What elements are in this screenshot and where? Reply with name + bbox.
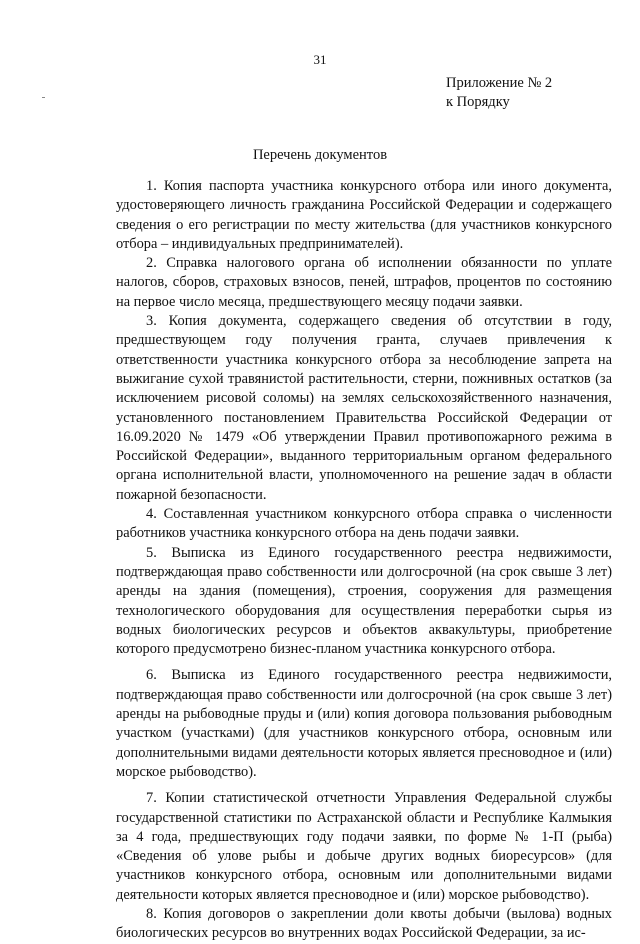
- page-number: 31: [313, 52, 327, 67]
- list-item-3: 3. Копия документа, содержащего сведения об отсутствии в году, предшествующем году получения гранта, случаев привлечения к ответственности участника конкурсного отбора за несоблюдение запрета на выжигание сухой травянистой растительности, стерни, пожнивных остатков (за исключением рисовой соломы) на землях сельскохозяйственного назначения, установленного постановлением Правительства Российской Федерации от 16.09.2020 № 1479 «Об утверждении Правил противопожарного режима в Российской Федерации», выданного территориальным органом федерального органа исполнительной власти, уполномоченного на решение задач в области пожарной безопасности.: [116, 313, 612, 503]
- list-item-5: 5. Выписка из Единого государственного реестра недвижимости, подтверждающая право собственности или долгосрочной (на срок свыше 3 лет) аренды на здания (помещения), строения, сооружения для размещения технологического оборудования для осуществления переработки сырья из водных биологических ресурсов и объектов аквакультуры, приобретение которого предусмотрено бизнес-планом участника конкурсного отбора.: [116, 544, 612, 658]
- scan-mark: [42, 97, 45, 98]
- list-item-6: 6. Выписка из Единого государственного реестра недвижимости, подтверждающая право собственности или долгосрочной (на срок свыше 3 лет) аренды на рыбоводные пруды и (или) копия договора пользования рыбоводным участком (участками) (для участников конкурсного отбора, основным или дополнительными видами деятельности которых является пресноводное и (или) морское рыбоводство).: [116, 667, 612, 780]
- list-item-1: 1. Копия паспорта участника конкурсного отбора или иного документа, удостоверяющего личность гражданина Российской Федерации и содержащего сведения о его регистрации по месту жительства (для участников конкурсного отбора – индивидуальных предпринимателей).: [116, 178, 612, 252]
- list-item-2: 2. Справка налогового органа об исполнении обязанности по уплате налогов, сборов, страховых взносов, пеней, штрафов, процентов по состоянию на первое число месяца, предшествующего месяцу подачи заявки.: [116, 255, 612, 310]
- list-item-7: 7. Копии статистической отчетности Управления Федеральной службы государственной статистики по Астраханской области и Республике Калмыкия за 4 года, предшествующих году подачи заявки, по форме № 1-П (рыба) «Сведения об улове рыбы и добыче других водных биоресурсов» (для участников конкурсного отбора, основным или дополнительными видами деятельности которых является пресноводное и (или) морское рыбоводство).: [116, 790, 612, 903]
- document-title: Перечень документов: [252, 147, 388, 163]
- appendix-heading: [446, 74, 552, 112]
- list-item-4: 4. Составленная участником конкурсного отбора справка о численности работников участника конкурсного отбора на день подачи заявки.: [116, 506, 612, 542]
- list-item-8: 8. Копия договоров о закреплении доли квоты добычи (вылова) водных биологических ресурсов во внутренних водах Российской Федерации, за ис-: [116, 905, 612, 942]
- appendix-number: Приложение № 2: [446, 75, 553, 91]
- document-list: [116, 177, 612, 944]
- appendix-reference: к Порядку: [446, 94, 510, 110]
